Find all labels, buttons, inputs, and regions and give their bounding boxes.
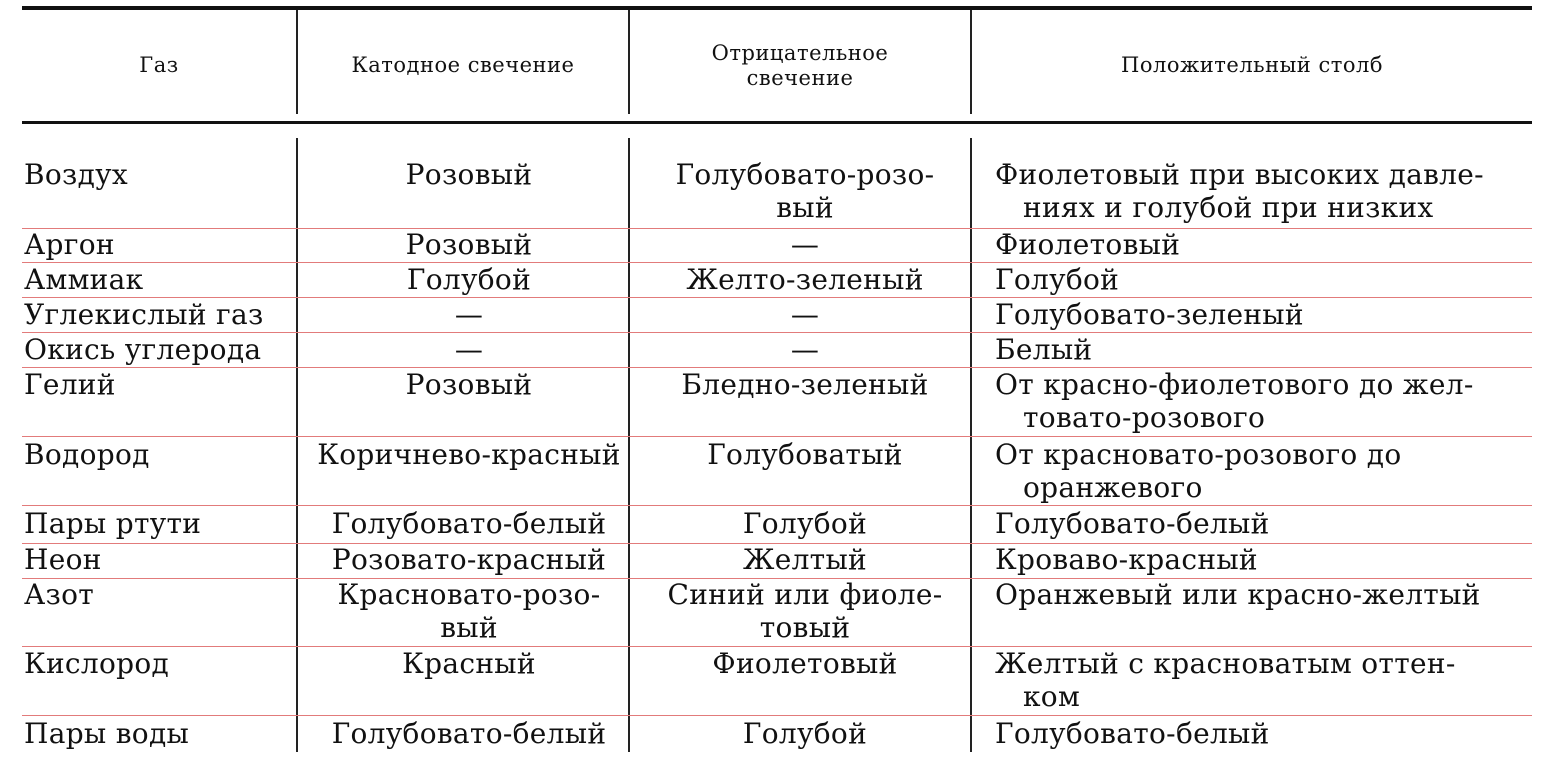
table-row-gas: Аргон: [24, 228, 115, 261]
table-row-negative: Голубой: [742, 507, 868, 540]
table-row-cathode: Голубовато-белый: [331, 717, 607, 750]
table-row-positive: Голубовато-белый: [995, 717, 1270, 750]
header-negative-glow: Отрицательное свечение: [711, 40, 889, 90]
table-row-cathode: Розовый: [405, 158, 533, 191]
table-row-gas: Аммиак: [24, 263, 144, 296]
table-row-positive: Голубой: [995, 263, 1120, 296]
table-row-cathode: Голубой: [406, 263, 532, 296]
table-row-gas: Гелий: [24, 368, 116, 401]
table-row-gas: Водород: [24, 438, 150, 471]
table-row-gas: Пары ртути: [24, 507, 202, 540]
row-guide: [22, 436, 1532, 437]
table-row-gas: Неон: [24, 543, 102, 576]
header-cathode-glow: Катодное свечение: [351, 53, 575, 77]
table-row-cathode: Голубовато-белый: [331, 507, 607, 540]
table-header-rule: [22, 121, 1532, 124]
header-positive-column: Положительный столб: [1121, 53, 1383, 77]
table-row-cathode: Красновато-розо- вый: [337, 578, 601, 644]
table-row-negative: —: [790, 298, 820, 331]
table-row-positive: Фиолетовый: [995, 228, 1181, 261]
table-row-cathode: Розовый: [405, 228, 533, 261]
table-row-gas: Пары воды: [24, 717, 190, 750]
table-row-positive: Белый: [995, 333, 1093, 366]
table-row-positive: Кроваво-красный: [995, 543, 1258, 576]
table-row-cathode: Коричнево-красный: [317, 438, 621, 471]
table-row-positive: От красновато-розового до оранжевого: [995, 438, 1402, 504]
body-divider-1: [296, 138, 298, 752]
table-row-positive: От красно-фиолетового до жел- товато-розового: [995, 368, 1474, 434]
table-row-negative: Голубовато-розо- вый: [675, 158, 935, 224]
table-row-gas: Окись углерода: [24, 333, 262, 366]
body-divider-3: [970, 138, 972, 752]
table-row-positive: Оранжевый или красно-желтый: [995, 578, 1481, 611]
table-row-cathode: Розовый: [405, 368, 533, 401]
table-row-gas: Углекислый газ: [24, 298, 264, 331]
table-row-gas: Азот: [24, 578, 95, 611]
table-row-cathode: —: [454, 298, 484, 331]
row-guide: [22, 505, 1532, 506]
table-row-positive: Желтый с красноватым оттен- ком: [995, 647, 1456, 713]
table-row-positive: Голубовато-зеленый: [995, 298, 1304, 331]
row-guide: [22, 715, 1532, 716]
table-row-gas: Воздух: [24, 158, 129, 191]
table-row-negative: Фиолетовый: [712, 647, 898, 680]
table-row-negative: Желтый: [742, 543, 868, 576]
header-gas: Газ: [139, 53, 179, 77]
table-row-negative: —: [790, 333, 820, 366]
table-row-negative: —: [790, 228, 820, 261]
table-row-negative: Желто-зеленый: [686, 263, 924, 296]
table-row-negative: Синий или фиоле- товый: [667, 578, 943, 644]
table-row-negative: Голубой: [742, 717, 868, 750]
table-row-positive: Фиолетовый при высоких давле- ниях и голубой при низких: [995, 158, 1484, 224]
table-row-positive: Голубовато-белый: [995, 507, 1270, 540]
table-row-cathode: Красный: [402, 647, 536, 680]
table-row-gas: Кислород: [24, 647, 170, 680]
table-row-negative: Бледно-зеленый: [681, 368, 929, 401]
table-row-negative: Голубоватый: [707, 438, 903, 471]
table-row-cathode: —: [454, 333, 484, 366]
table-row-cathode: Розовато-красный: [331, 543, 607, 576]
